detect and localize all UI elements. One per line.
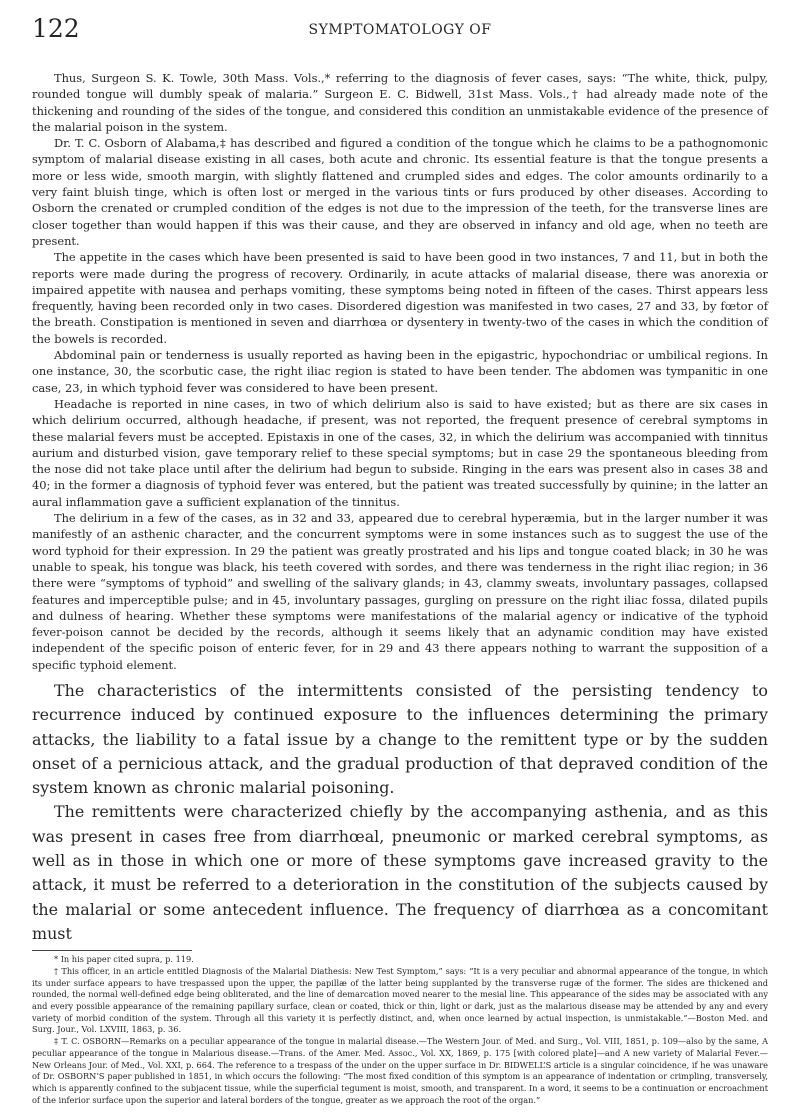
footnote-double-dagger: ‡ T. C. OSBORN—Remarks on a peculiar appearance of the tongue in malarial disease.—The Western Jour. of Med. and Surg., Vol. VIII, 1851, p. 109—also by the same, A peculiar appearance of the tongue in Malarious disease.—Trans. of the Amer. Med. Assoc., Vol. XX, 1869, p. 175 [with colored plate]—and A new variety of Malarial Fever.—New Orleans Jour. of Med., Vol. XXI, p. 664. The reference to a trespass of the under on the upper surface in Dr. BIDWELL’S article is a singular coincidence, if he was unaware of Dr. OSBORN’S paper published in 1851, in which occurs the following: “The most fixed condition of this symptom is an appearance of indentation or crimpling, transversely, which is apparently confined to the subjacent tissue, while the superficial tegument is moist, smooth, and transparent. In a word, it seems to be a continuation or encroachment of the inferior surface upon the superior and lateral borders of the tongue, greater as we approach the root of the organ.” (32, 1036, 768, 1105)
page-header (32, 14, 768, 44)
paragraph-osborn: Dr. T. C. Osborn of Alabama,‡ has described and figured a condition of the tongue which he claims to be a pathognomonic symptom of malarial disease existing in all cases, both acute and chronic. Its essential feature is that the tongue presents a more or less wide, smooth margin, with slightly flattened and crumpled sides and edges. The color amounts ordinarily to a very faint bluish tinge, which is often lost or merged in the various tints or furs produced by other diseases. According to Osborn the crenated or crumpled condition of the edges is not due to the impression of the teeth, for the transverse lines are closer together than would happen if this was their cause, and they are observed in infancy and old age, when no teeth are present. (32, 136, 768, 248)
footnote-divider (32, 950, 192, 951)
large-print-section (32, 679, 768, 946)
paragraph-abdominal-pain: Abdominal pain or tenderness is usually reported as having been in the epigastric, hypochondriac or umbilical regions. In one instance, 30, the scorbutic case, the right iliac region is stated to have been tender. The abdomen was tympanitic in one case, 23, in which typhoid fever was considered to have been present. (32, 348, 768, 395)
paragraph-appetite: The appetite in the cases which have been presented is said to have been good in two instances, 7 and 11, but in both the reports were made during the progress of recovery. Ordinarily, in acute attacks of malarial disease, there was anorexia or impaired appetite with nausea and perhaps vomiting, these symptoms being noted in fifteen of the cases. Thirst appears less frequently, having been recorded only in two cases. Disordered digestion was manifested in two cases, 27 and 33, by fœtor of the breath. Constipation is mentioned in seven and diarrhœa or dysentery in twenty-two of the cases in which the condition of the bowels is recorded. (32, 250, 768, 346)
paragraph-delirium: The delirium in a few of the cases, as in 32 and 33, appeared due to cerebral hyperæmia, but in the larger number it was manifestly of an asthenic character, and the concurrent symptoms were in some instances such as to suggest the use of the word typhoid for their expression. In 29 the patient was greatly prostrated and his lips and tongue coated black; in 30 he was unable to speak, his tongue was black, his teeth covered with sordes, and there was tenderness in the right iliac region; in 36 there were “symptoms of typhoid” and swelling of the salivary glands; in 43, clammy sweats, involuntary passages, collapsed features and imperceptible pulse; and in 45, involuntary passages, gurgling on pressure on the right iliac fossa, dilated pupils and dulness of hearing. Whether these symptoms were manifestations of the malarial agency or indicative of the typhoid fever-poison cannot be decided by the records, although it seems likely that an adynamic condition may have existed independent of the specific poison of enteric fever, for in 29 and 43 there appears nothing to warrant the supposition of a specific typhoid element. (32, 511, 768, 672)
paragraph-headache: Headache is reported in nine cases, in two of which delirium also is said to have existed; but as there are six cases in which delirium occurred, although headache, if present, was not reported, the frequent presence of cerebral symptoms in these malarial fevers must be accepted. Epistaxis in one of the cases, 32, in which the delirium was accompanied with tinnitus aurium and disturbed vision, gave temporary relief to these special symptoms; but in case 29 the spontaneous bleeding from the nose did not take place until after the delirium had begun to subside. Ringing in the ears was present also in cases 38 and 40; in the former a diagnosis of typhoid fever was entered, but the patient was treated successfully by quinine; in the latter an aural inflammation gave a sufficient explanation of the tinnitus. (32, 396, 768, 509)
footnotes (32, 954, 768, 1106)
text-body (32, 70, 768, 1106)
paragraph-intermittents: The characteristics of the intermittents consisted of the persisting tendency to recurrence induced by continued exposure to the influences determining the primary attacks, the liability to a fatal issue by a change to the remittent type or by the sudden onset of a pernicious attack, and the gradual production of that depraved condition of the system known as chronic malarial poisoning. (32, 680, 768, 798)
paragraph-tongue-towle-bidwell: Thus, Surgeon S. K. Towle, 30th Mass. Vols.,* referring to the diagnosis of fever cases, says: “The white, thick, pulpy, rounded tongue will dumbly speak of malaria.” Surgeon E. C. Bidwell, 31st Mass. Vols.,† had already made note of the thickening and rounding of the sides of the tongue, and considered this condition an unmistakable evidence of the presence of the malarial poison in the system. (32, 71, 768, 134)
page-number: 122 (32, 14, 80, 43)
small-print-section (32, 70, 768, 673)
paragraph-remittents: The remittents were characterized chiefly by the accompanying asthenia, and as this was present in cases free from diarrhœal, pneumonic or marked cerebral symptoms, as well as in those in which one or more of these symptoms gave increased gravity to the attack, it must be referred to a deterioration in the constitution of the subjects caused by the malarial or some antecedent influence. The frequency of diarrhœa as a concomitant must (32, 802, 768, 943)
footnote-dagger: † This officer, in an article entitled Diagnosis of the Malarial Diathesis: New Test Symptom,” says: “It is a very peculiar and abnormal appearance of the tongue, in which its under surface appears to have trespassed upon the upper, the papillæ of the latter being supplanted by the transverse rugæ of the former. The sides are thickened and rounded, the normal well-defined edge being obliterated, and the line of demarcation moved nearer to the mesial line. This appearance of the sides may be associated with any and every possible appearance of the remaining papillary surface, clean or coated, thick or thin, light or dark, just as the malarious disease may be attended by any and every variety of morbid condition of the system. Through all this variety it is perfectly distinct, and, when once learned by actual inspection, is unmistakable.”—Boston Med. and Surg. Jour., Vol. LXVIII, 1863, p. 36. (32, 965, 768, 1035)
footnote-star: * In his paper cited supra, p. 119. (54, 954, 194, 965)
running-head: SYMPTOMATOLOGY OF (308, 22, 492, 38)
